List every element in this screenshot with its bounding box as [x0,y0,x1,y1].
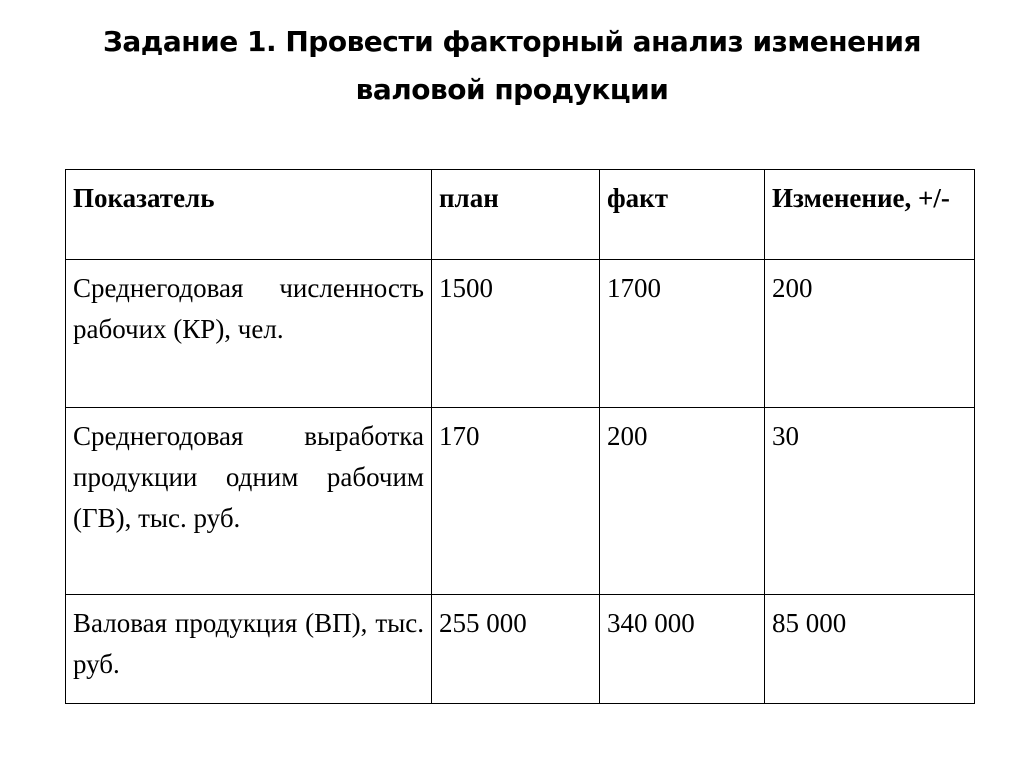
header-change: Изменение, +/- [765,170,975,260]
header-indicator: Показатель [66,170,432,260]
indicator-cell: Валовая продукция (ВП), тыс. руб. [66,595,432,704]
table-header-row [66,170,975,260]
page-title [40,18,984,114]
fact-cell: 200 [600,408,765,595]
indicator-cell: Среднегодовая выработка продукции одним рабочим (ГВ), тыс. руб. [66,408,432,595]
header-fact: факт [600,170,765,260]
table-row [66,595,975,704]
indicator-cell: Среднегодовая численность рабочих (КР), чел. [66,260,432,408]
plan-cell: 1500 [432,260,600,408]
table-row [66,260,975,408]
change-cell: 200 [765,260,975,408]
fact-cell: 1700 [600,260,765,408]
plan-cell: 255 000 [432,595,600,704]
factor-analysis-table [65,169,975,704]
change-cell: 85 000 [765,595,975,704]
table-row [66,408,975,595]
change-cell: 30 [765,408,975,595]
fact-cell: 340 000 [600,595,765,704]
plan-cell: 170 [432,408,600,595]
header-plan: план [432,170,600,260]
title-line-1: Задание 1. Провести факторный анализ изменения [102,25,922,58]
title-line-2: валовой продукции [355,73,669,106]
